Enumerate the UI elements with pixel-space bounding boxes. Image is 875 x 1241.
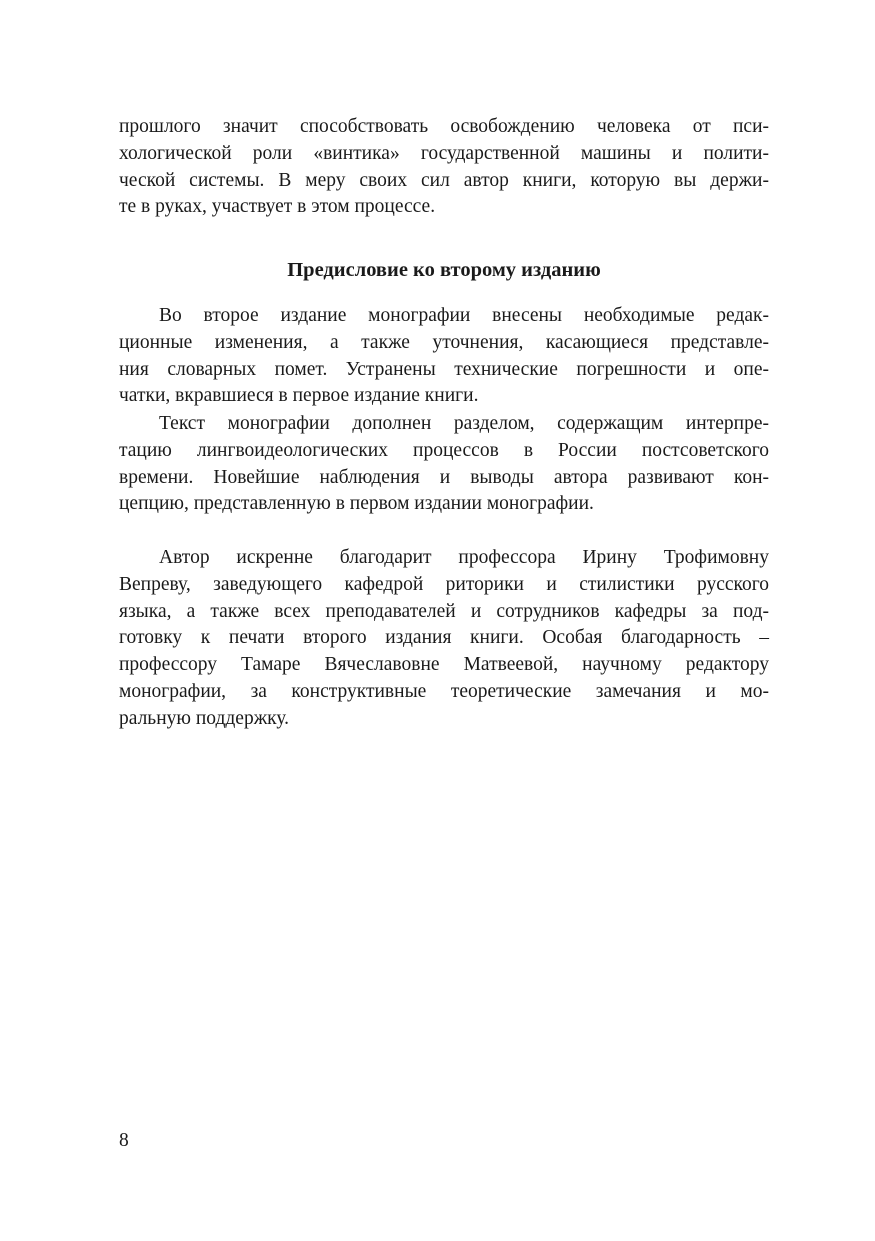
continuation-paragraph xyxy=(119,114,769,221)
text-line: чатки, вкравшиеся в первое издание книги. xyxy=(119,385,479,407)
text-line: ния словарных помет. Устранены технические погрешности и опе- xyxy=(119,358,769,380)
text-line: те в руках, участвует в этом процессе. xyxy=(119,196,436,218)
text-line: Вепреву, заведующего кафедрой риторики и стилистики русского xyxy=(119,573,769,595)
text-line: Текст монографии дополнен разделом, содержащим интерпре- xyxy=(159,413,769,434)
text-line: хологической роли «винтика» государственной машины и полити- xyxy=(119,142,769,164)
text-line: Автор искренне благодарит профессора Ирину Трофимовну xyxy=(159,547,769,568)
section-title: Предисловие ко второму изданию xyxy=(287,259,601,281)
page-number: 8 xyxy=(119,1130,129,1151)
text-line: ральную поддержку. xyxy=(119,707,290,729)
text-line: ческой системы. В меру своих сил автор книги, которую вы держи- xyxy=(119,169,769,191)
text-line: профессору Тамаре Вячеславовне Матвеевой, научному редактору xyxy=(119,654,769,676)
text-line: времени. Новейшие наблюдения и выводы автора развивают кон- xyxy=(119,466,769,488)
text-line: монографии, за конструктивные теоретические замечания и мо- xyxy=(119,680,769,702)
text-line: цепцию, представленную в первом издании монографии. xyxy=(119,493,594,515)
text-line: языка, а также всех преподавателей и сотрудников кафедры за под- xyxy=(119,600,769,622)
text-line: готовку к печати второго издания книги. Особая благодарность – xyxy=(119,627,769,649)
text-line: тацию лингвоидеологических процессов в России постсоветского xyxy=(119,439,769,461)
paragraph-new-section xyxy=(119,411,769,518)
acknowledgement-paragraph xyxy=(119,545,769,733)
text-line: Во второе издание монографии внесены необходимые редак- xyxy=(159,305,769,326)
text-line: ционные изменения, а также уточнения, касающиеся представле- xyxy=(119,331,769,353)
text-line: прошлого значит способствовать освобождению человека от пси- xyxy=(119,116,769,137)
paragraph-edition-changes xyxy=(119,303,769,410)
